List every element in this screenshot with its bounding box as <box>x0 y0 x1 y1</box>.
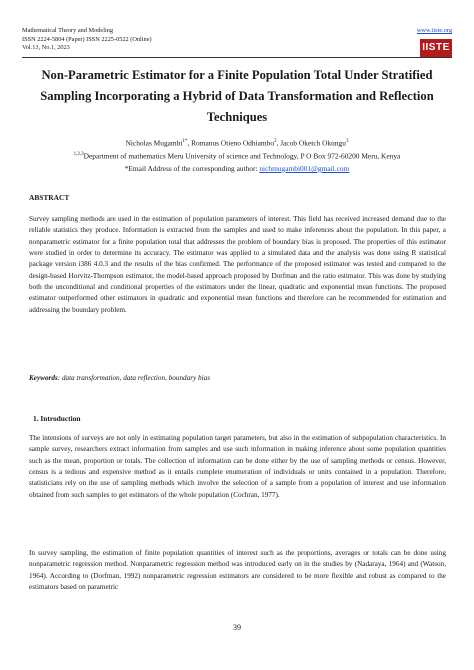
author-2-sup: 2 <box>274 139 277 144</box>
journal-volume: Vol.13, No.1, 2023 <box>22 44 70 52</box>
journal-branding <box>417 27 452 57</box>
keywords-label: Keywords <box>29 374 58 382</box>
introduction-heading: 1. Introduction <box>33 414 81 423</box>
corresponding-email <box>22 163 452 175</box>
page-number: 39 <box>233 623 241 632</box>
author-block <box>22 136 452 175</box>
email-link[interactable]: nichmugambi001@gmail.com <box>259 163 350 173</box>
abstract-text: Survey sampling methods are used in the estimation of population parameters of interest. This field has received increased demand due to the reliable statistics they produce. Information is extracted from the samples and used to make inferences about the population. In this paper, a nonparametric estimator for a finite population total that addresses the problem of boundary bias is proposed. The properties of this estimator were studied in order to determine its accuracy. The estimator was applied to a simulated data and the analysis was done using R statistical package version i386 4.0.3 and the results of the bias confirmed. The performance of the proposed estimator was tested and compared to the design-based Horvitz-Thompson estimator, the model-based approach proposed by Dorfman and the ratio estimator. This was done by studying both the unconditional and conditional properties of the estimators under the linear, quadratic and exponential mean functions. The proposed estimator outperformed other estimators in quadratic and exponential mean functions and therefore can be recommended for estimation and addressing the boundary problem. <box>29 215 446 314</box>
author-3-sup: 3 <box>345 139 349 144</box>
abstract-heading: ABSTRACT <box>29 193 70 202</box>
journal-header <box>22 27 452 53</box>
iiste-logo: IISTE <box>420 39 452 57</box>
author-1: Nicholas Mugambi <box>125 138 183 148</box>
author-1-sup: 1* <box>182 139 188 144</box>
author-2: , Romanus Otieno Odhiambo <box>187 138 275 148</box>
journal-url-link[interactable]: www.iiste.org <box>416 27 452 34</box>
affiliation-text: Department of mathematics Meru University of science and Technology, P O Box 972-60200 Meru, Kenya <box>83 151 401 161</box>
journal-issn: ISSN 2224-5804 (Paper) ISSN 2225-0522 (Online) <box>22 35 152 43</box>
header-divider <box>22 57 452 58</box>
email-label: *Email Address of the corresponding author: <box>124 163 260 173</box>
author-3: , Jacob Oketch Okungu <box>276 138 346 148</box>
journal-info <box>22 27 452 53</box>
affiliation-sup: 1,2,3 <box>73 152 84 158</box>
author-list <box>22 136 452 149</box>
introduction-paragraph-2: In survey sampling, the estimation of finite population quantities of interest such as the proportions, averages or totals can be done using nonparametric regression method. Nonparametric regression method was introduced early on in the studies by (Nadaraya, 1964) and (Watson, 1964). According to (Dorfman, 1992) nonparametric regression estimators are considered to be more flexible and robust as compared to the estimators based on parametric <box>29 549 446 592</box>
paper-title: Non-Parametric Estimator for a Finite Population Total Under Stratified Sampling Incorporating a Hybrid of Data Transformation and Reflection Techniques <box>40 68 434 124</box>
keywords-text: : data transformation, data reflection, boundary bias <box>57 374 211 382</box>
journal-name: Mathematical Theory and Modeling <box>22 27 113 34</box>
introduction-paragraph-1: The intensions of surveys are not only in estimating population target parameters, but also in the estimation of subpopulation characteristics. In sample survey, researchers extract information from samples and use such information in making inference about some population quantities such as the mean, proportion or totals. The collection of information can be done either by the use of sampling methods or census. However, census is a tedious and expensive method as it entails complete enumeration of individuals or units contained in a population. Therefore, statisticians rely on the use of sampling methods which involve the selection of a sample from a population of interest and use information obtained from such samples to get estimators of the whole population (Cochran, 1977). <box>29 434 446 499</box>
keywords-line <box>29 374 210 382</box>
affiliation <box>22 149 452 162</box>
